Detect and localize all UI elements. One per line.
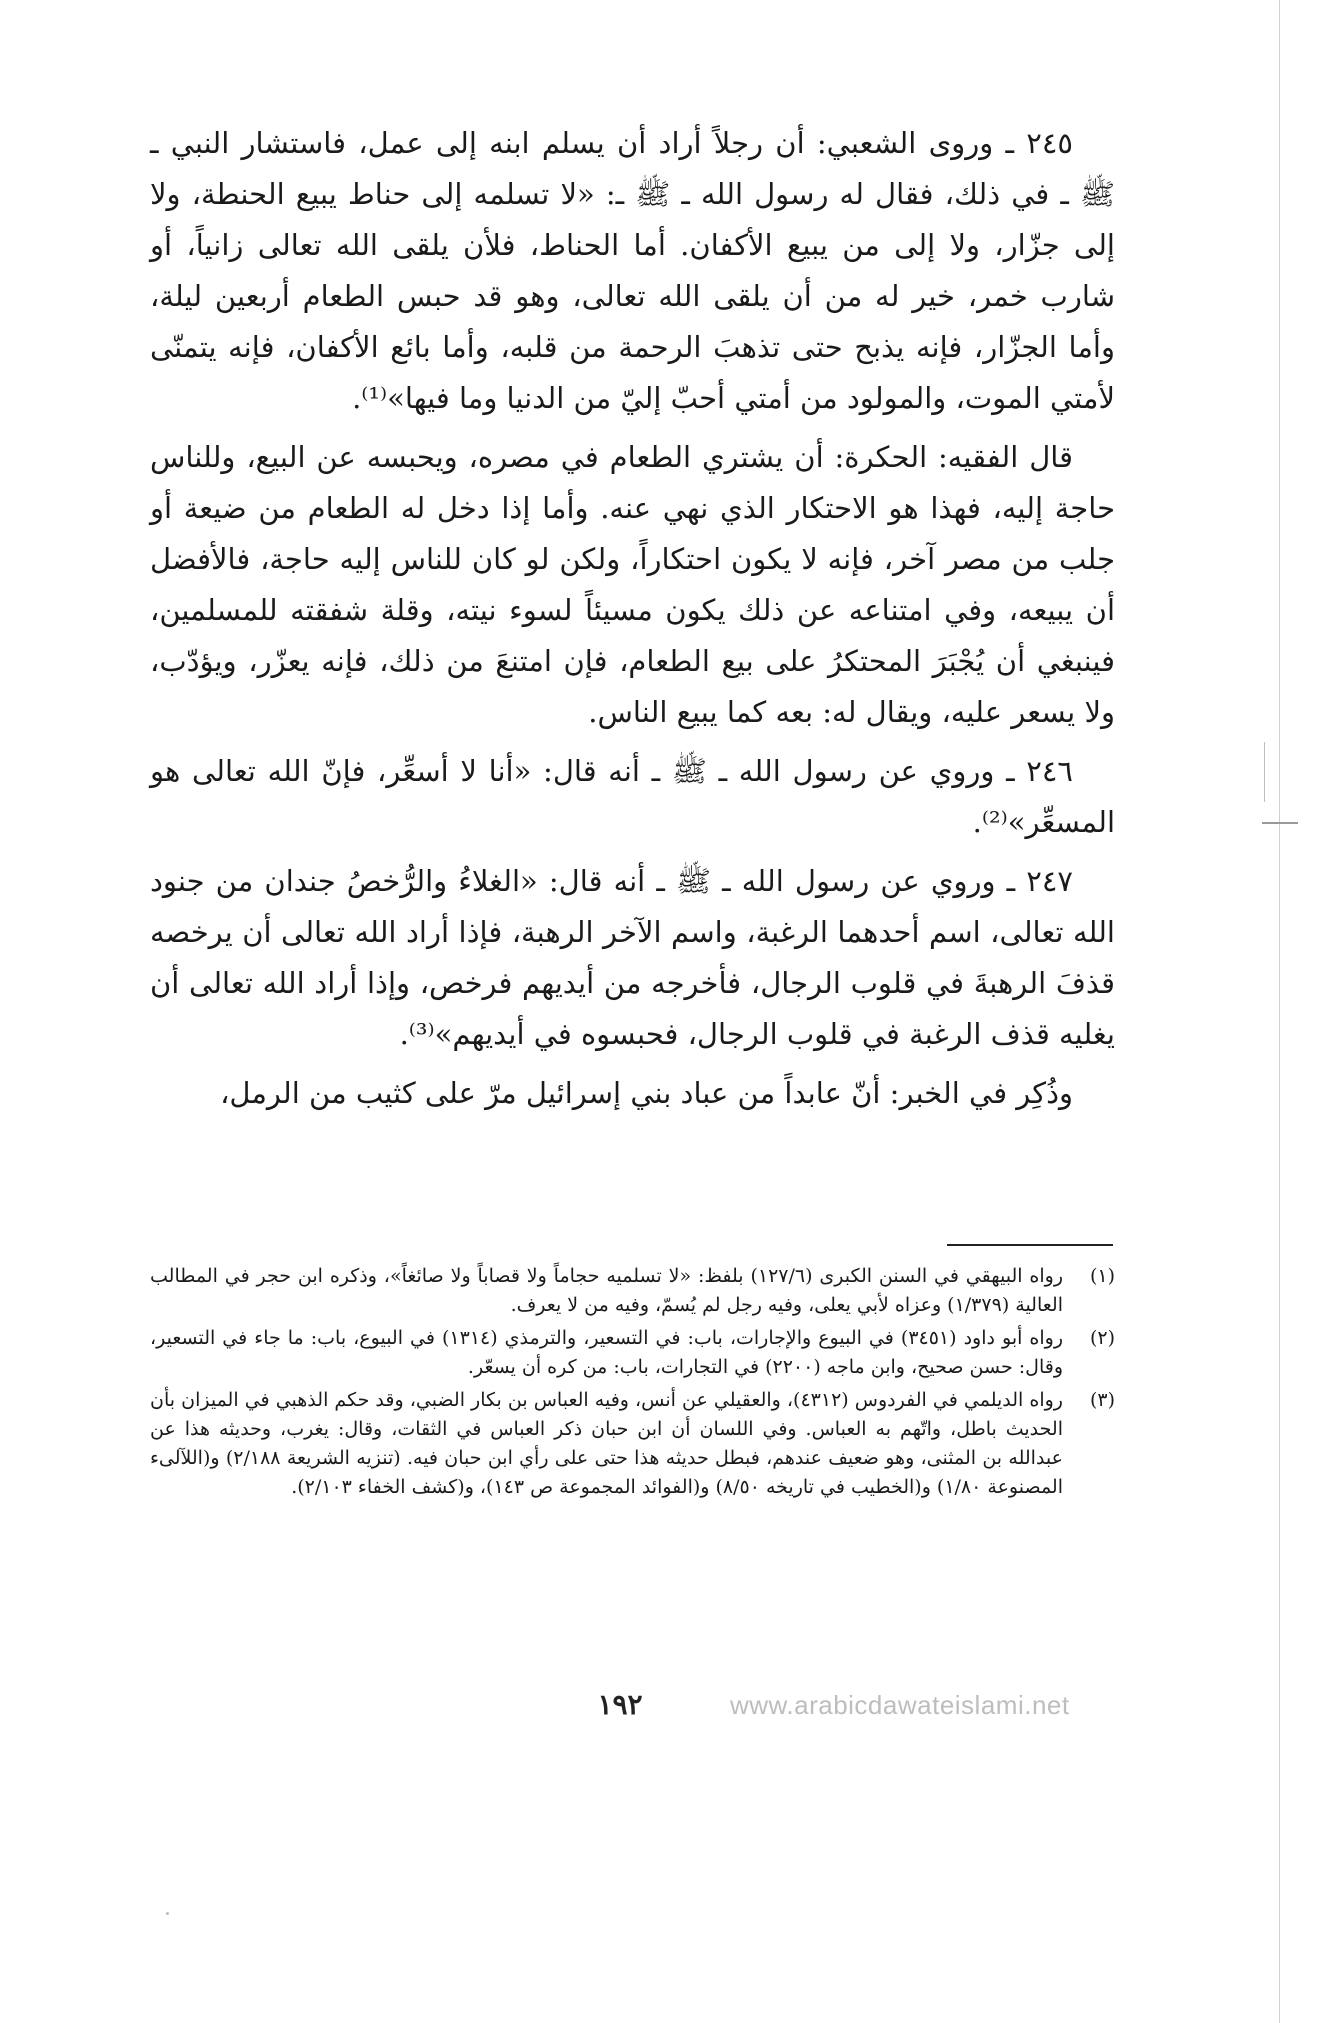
paragraph-hadith-247: ٢٤٧ ـ وروي عن رسول الله ـ ﷺ ـ أنه قال: «الغلاءُ والرُّخصُ جندان من جنود الله تعالى، اسم أحدهما الرغبة، واسم الآخر الرهبة، فإذا أراد الله تعالى أن يرخصه قذفَ الرهبةَ في قلوب الرجال، فأخرجه من أيديهم فرخص، وإذا أراد الله تعالى أن يغليه قذف الرغبة في قلوب الرجال، فحبسوه في أيديهم»⁽³⁾. <box>150 864 1115 1051</box>
footnote <box>150 1324 1115 1382</box>
footnote <box>150 1386 1115 1502</box>
footnote-number: (٢) <box>1089 1327 1115 1349</box>
paragraph-hadith-245: ٢٤٥ ـ وروى الشعبي: أن رجلاً أراد أن يسلم ابنه إلى عمل، فاستشار النبي ـ ﷺ ـ في ذلك، فقال له رسول الله ـ ﷺ ـ: «لا تسلمه إلى حناط يبيع الحنطة، ولا إلى جزّار، ولا إلى من يبيع الأكفان. أما الحناط، فلأن يلقى الله تعالى زانياً، أو شارب خمر، خير له من أن يلقى الله تعالى، وهو قد حبس الطعام أربعين ليلة، وأما الجزّار، فإنه يذبح حتى تذهبَ الرحمة من قلبه، وأما بائع الأكفان، فإنه يتمنّى لأمتي الموت، والمولود من أمتي أحبّ إليّ من الدنيا وما فيها»⁽¹⁾. <box>150 126 1116 415</box>
scan-edge-line <box>1279 0 1280 2023</box>
paragraph-faqih-commentary: قال الفقيه: الحكرة: أن يشتري الطعام في مصره، ويحبسه عن البيع، وللناس حاجة إليه، فهذا هو الاحتكار الذي نهي عنه. وأما إذا دخل له الطعام من ضيعة أو جلب من مصر آخر، فإنه لا يكون احتكاراً، ولكن لو كان للناس إليه حاجة، فالأفضل أن يبيعه، وفي امتناعه عن ذلك يكون مسيئاً لسوء نيته، وقلة شفقته للمسلمين، فينبغي أن يُجْبَرَ المحتكرُ على بيع الطعام، فإن امتنعَ من ذلك، فإنه يعزّر، ويؤدّب، ولا يسعر عليه، ويقال له: بعه كما يبيع الناس. <box>150 440 1115 729</box>
footnote-text: رواه البيهقي في السنن الكبرى (١٢٧/٦) بلفظ: «لا تسلميه حجاماً ولا قصاباً ولا صائغاً»، وذكره ابن حجر في المطالب العالية (١/٣٧٩) وعزاه لأبي يعلى، وفيه رجل لم يُسمّ، وفيه من لا يعرف. <box>150 1265 1064 1316</box>
scan-mark <box>1262 822 1298 824</box>
footnotes <box>150 1262 1115 1506</box>
footnote-text: رواه الديلمي في الفردوس (٤٣١٢)، والعقيلي عن أنس، وفيه العباس بن بكار الضبي، وقد حكم الذهبي في الميزان بأن الحديث باطل، واتّهم به العباس. وفي اللسان أن ابن حبان ذكر العباس في الثقات، وقال: يغرب، وحديثه هذا عن عبدالله بن المثنى، وهو ضعيف عندهم، فبطل حديثه هذا حتى على رأي ابن حبان فيه. (تنزيه الشريعة ٢/١٨٨) و(اللآلىء المصنوعة ١/٨٠) و(الخطيب في تاريخه ٨/٥٠) و(الفوائد المجموعة ص ١٤٣)، و(كشف الخفاء ٢/١٠٣). <box>150 1389 1063 1498</box>
paragraph-khabar: وذُكِر في الخبر: أنّ عابداً من عباد بني إسرائيل مرّ على كثيب من الرمل، <box>220 1076 1073 1110</box>
scan-speck <box>166 1912 169 1915</box>
main-text <box>150 118 1115 1119</box>
page-number: ١٩٢ <box>597 1688 643 1721</box>
paragraph-hadith-246: ٢٤٦ ـ وروي عن رسول الله ـ ﷺ ـ أنه قال: «أنا لا أسعِّر، فإنّ الله تعالى هو المسعِّر»⁽²⁾. <box>150 754 1115 839</box>
footnote-text: رواه أبو داود (٣٤٥١) في البيوع والإجارات، باب: في التسعير، والترمذي (١٣١٤) في البيوع، باب: ما جاء في التسعير، وقال: حسن صحيح، وابن ماجه (٢٢٠٠) في التجارات، باب: من كره أن يسعّر. <box>150 1327 1064 1378</box>
footnote-separator <box>947 1244 1113 1246</box>
footnote <box>150 1262 1115 1320</box>
watermark-url: www.arabicdawateislami.net <box>730 1690 1070 1720</box>
footnote-number: (٣) <box>1089 1389 1115 1411</box>
scan-mark <box>1264 742 1265 802</box>
footnote-number: (١) <box>1089 1265 1115 1287</box>
